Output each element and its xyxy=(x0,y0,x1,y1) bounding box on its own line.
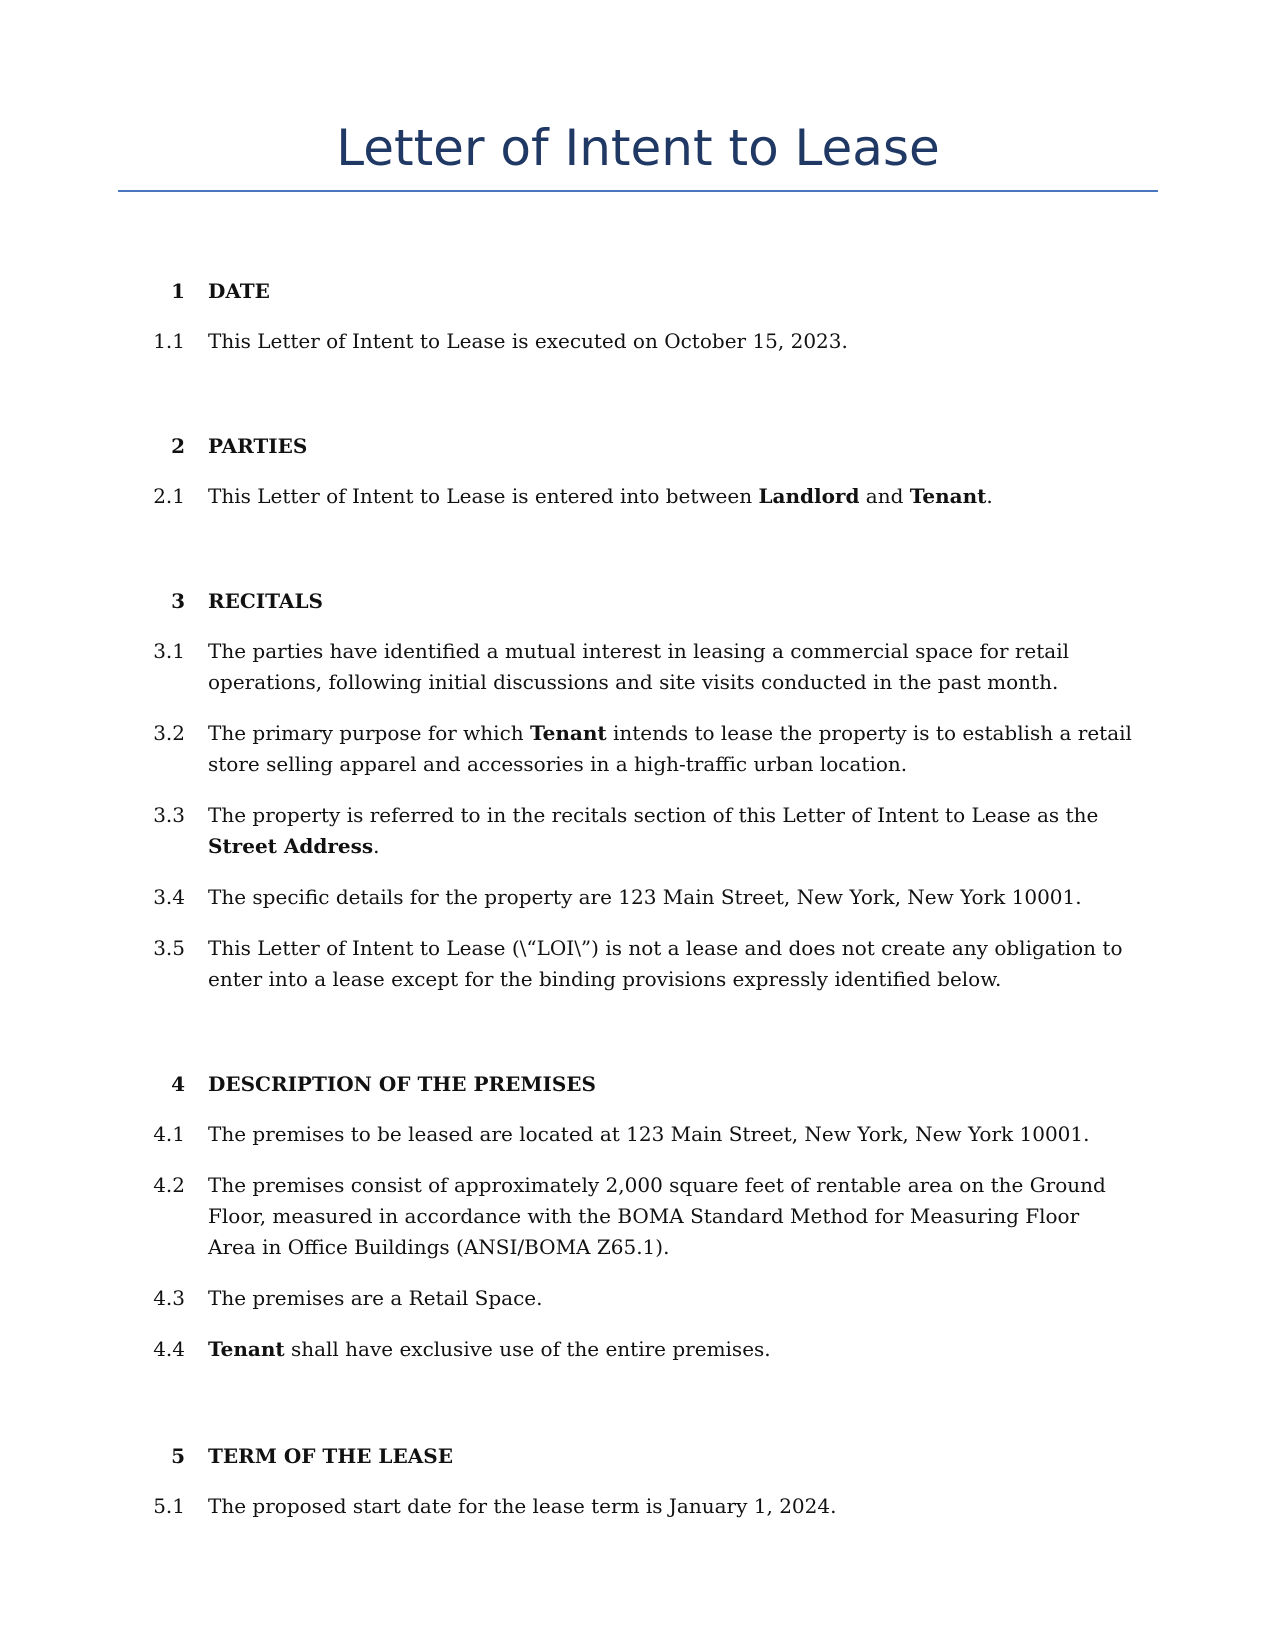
section-heading xyxy=(0,586,1275,616)
clause-text xyxy=(208,481,1133,512)
section-number: 5 xyxy=(171,1444,185,1468)
clause-text: The specific details for the property are 123 Main Street, New York, New York 10001. xyxy=(208,885,1082,909)
defined-term-street-address: Street Address xyxy=(208,834,374,858)
title-underline xyxy=(118,190,1158,192)
clause xyxy=(0,718,1275,780)
clause-number: 4.2 xyxy=(153,1173,185,1197)
section-description-of-premises xyxy=(0,1069,1275,1365)
clause-text-part: intends to lease the property is to establish a retail store selling apparel and accessories in a high-traffic urban location. xyxy=(208,721,1132,776)
section-title: RECITALS xyxy=(208,589,323,613)
clause-text-part: This Letter of Intent to Lease is entered into between xyxy=(208,484,759,508)
section-title: DESCRIPTION OF THE PREMISES xyxy=(208,1072,596,1096)
section-number: 4 xyxy=(171,1072,185,1096)
clause-number: 4.3 xyxy=(153,1286,185,1310)
clause-text: This Letter of Intent to Lease (\“LOI\”) is not a lease and does not create any obligation to enter into a lease except for the binding provisions expressly identified below. xyxy=(208,936,1123,991)
section-heading xyxy=(0,1069,1275,1099)
clause-text-part: The primary purpose for which xyxy=(208,721,531,745)
clause xyxy=(0,800,1275,862)
clause-text-part: . xyxy=(373,834,380,858)
clause xyxy=(0,882,1275,913)
clause-number: 2.1 xyxy=(153,484,185,508)
clause xyxy=(0,481,1275,512)
section-title: DATE xyxy=(208,279,270,303)
clause-text: This Letter of Intent to Lease is executed on October 15, 2023. xyxy=(208,329,848,353)
clause xyxy=(0,1334,1275,1365)
clause-text: The premises to be leased are located at 123 Main Street, New York, New York 10001. xyxy=(208,1122,1090,1146)
clause xyxy=(0,1283,1275,1314)
clause-text: The proposed start date for the lease term is January 1, 2024. xyxy=(208,1494,837,1518)
clause xyxy=(0,933,1275,995)
clause-number: 3.5 xyxy=(153,936,185,960)
section-title: TERM OF THE LEASE xyxy=(208,1444,453,1468)
clause-number: 3.1 xyxy=(153,639,185,663)
clause-number: 5.1 xyxy=(153,1494,185,1518)
section-number: 1 xyxy=(171,279,185,303)
clause-text xyxy=(208,718,1133,780)
section-number: 3 xyxy=(171,589,185,613)
section-heading xyxy=(0,1441,1275,1471)
clause-text: The premises are a Retail Space. xyxy=(208,1286,543,1310)
clause-text: The premises consist of approximately 2,000 square feet of rentable area on the Ground Floor, measured in accordance with the BOMA Standard Method for Measuring Floor Area in Office Buildings (ANSI/BOMA Z65.1). xyxy=(208,1173,1106,1259)
section-date xyxy=(0,276,1275,357)
section-number: 2 xyxy=(171,434,185,458)
clause xyxy=(0,1491,1275,1522)
clause-number: 4.1 xyxy=(153,1122,185,1146)
clause-number: 4.4 xyxy=(153,1337,185,1361)
defined-term-landlord: Landlord xyxy=(758,484,860,508)
defined-term-tenant: Tenant xyxy=(909,484,987,508)
clause-text-part: shall have exclusive use of the entire premises. xyxy=(284,1337,771,1361)
section-title: PARTIES xyxy=(208,434,308,458)
clause-text: The parties have identified a mutual interest in leasing a commercial space for retail operations, following initial discussions and site visits conducted in the past month. xyxy=(208,639,1070,694)
clause-number: 3.2 xyxy=(153,721,185,745)
clause-number: 3.4 xyxy=(153,885,185,909)
section-term-of-lease xyxy=(0,1441,1275,1522)
clause-text-part: The property is referred to in the recitals section of this Letter of Intent to Lease as the xyxy=(208,803,1099,827)
document-title: Letter of Intent to Lease xyxy=(336,119,940,177)
clause xyxy=(0,636,1275,698)
clause-text-part: . xyxy=(986,484,993,508)
section-parties xyxy=(0,431,1275,512)
section-heading xyxy=(0,431,1275,461)
clause-number: 3.3 xyxy=(153,803,185,827)
section-recitals xyxy=(0,586,1275,995)
defined-term-tenant: Tenant xyxy=(208,1337,285,1361)
clause xyxy=(0,1170,1275,1263)
clause xyxy=(0,326,1275,357)
clause-text xyxy=(208,800,1133,862)
clause-text xyxy=(208,1334,1133,1365)
clause-text-part: and xyxy=(859,484,910,508)
section-heading xyxy=(0,276,1275,306)
clause xyxy=(0,1119,1275,1150)
clause-number: 1.1 xyxy=(153,329,185,353)
defined-term-tenant: Tenant xyxy=(530,721,607,745)
